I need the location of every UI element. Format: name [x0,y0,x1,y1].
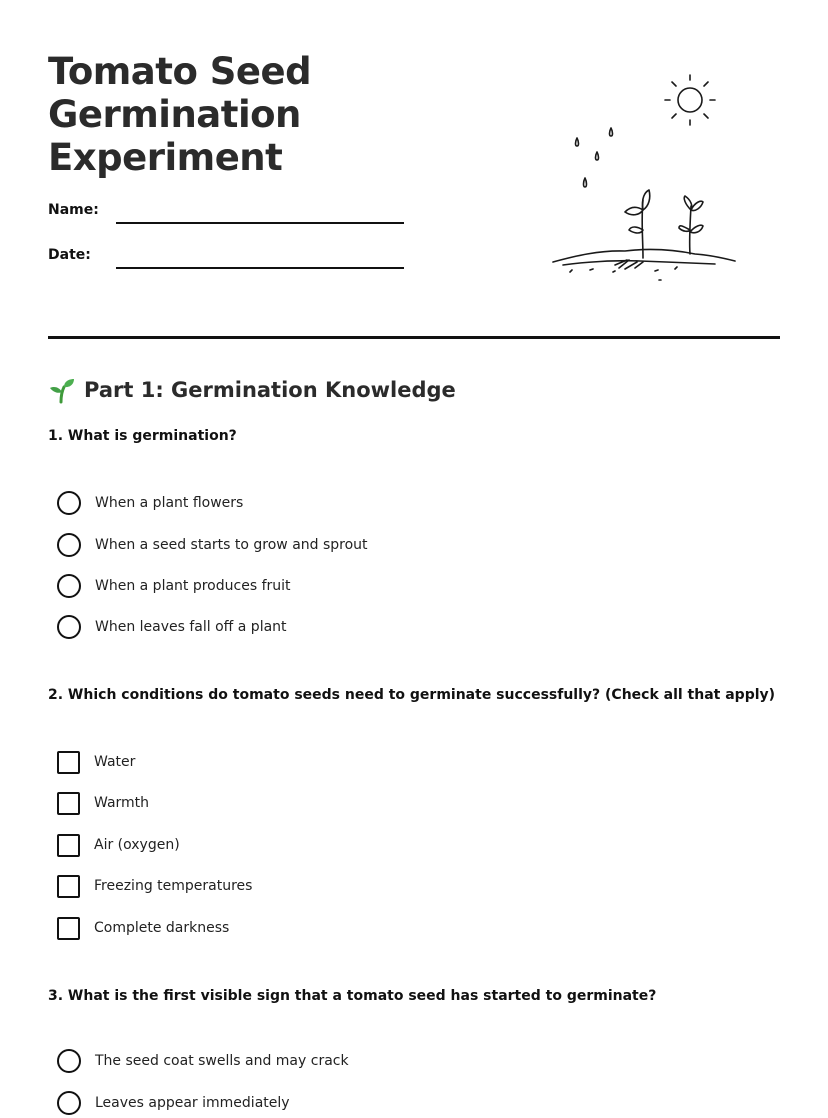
q2-option-5[interactable] [57,915,229,941]
radio-button[interactable] [57,533,81,557]
option-label: When leaves fall off a plant [95,619,287,635]
page-title: Tomato Seed Germination Experiment [48,50,312,179]
section-header-part1 [48,374,456,406]
option-label: Leaves appear immediately [95,1095,290,1111]
checkbox[interactable] [57,917,80,940]
checkbox[interactable] [57,834,80,857]
q3-option-1[interactable] [57,1048,349,1074]
soil-icon [553,250,735,280]
seedling-small-icon [679,196,703,254]
sun-icon [665,75,715,125]
option-label: Freezing temperatures [94,878,253,894]
checkbox[interactable] [57,792,80,815]
name-input-line[interactable] [116,222,404,224]
option-label: When a plant produces fruit [95,578,291,594]
radio-button[interactable] [57,615,81,639]
seedling-icon [48,376,76,404]
q1-option-2[interactable] [57,532,368,558]
option-label: When a seed starts to grow and sprout [95,537,368,553]
option-label: Air (oxygen) [94,837,180,853]
q2-option-1[interactable] [57,749,135,775]
q1-option-4[interactable] [57,614,287,640]
option-label: Complete darkness [94,920,230,936]
header-divider [48,336,780,339]
radio-button[interactable] [57,574,81,598]
question-1: 1. What is germination? [48,428,237,444]
q2-option-2[interactable] [57,790,149,816]
option-label: When a plant flowers [95,495,244,511]
radio-button[interactable] [57,1049,81,1073]
option-label: Water [94,754,136,770]
q3-option-2[interactable] [57,1090,290,1116]
raindrop-icons [576,128,613,187]
section-title: Part 1: Germination Knowledge [84,378,456,402]
q2-option-3[interactable] [57,832,180,858]
option-label: Warmth [94,795,150,811]
checkbox[interactable] [57,875,80,898]
date-field[interactable] [48,247,408,275]
question-2: 2. Which conditions do tomato seeds need to germinate successfully? (Check all that apply) [48,687,776,703]
option-label: The seed coat swells and may crack [95,1053,349,1069]
name-label: Name: [48,202,99,218]
name-field[interactable] [48,202,408,230]
q2-option-4[interactable] [57,873,252,899]
q1-option-3[interactable] [57,573,291,599]
radio-button[interactable] [57,1091,81,1115]
seedling-large-icon [625,190,650,258]
date-label: Date: [48,247,91,263]
radio-button[interactable] [57,491,81,515]
question-3: 3. What is the first visible sign that a tomato seed has started to germinate? [48,988,657,1004]
date-input-line[interactable] [116,267,404,269]
q1-option-1[interactable] [57,490,243,516]
seedling-illustration-icon [545,70,740,285]
checkbox[interactable] [57,751,80,774]
